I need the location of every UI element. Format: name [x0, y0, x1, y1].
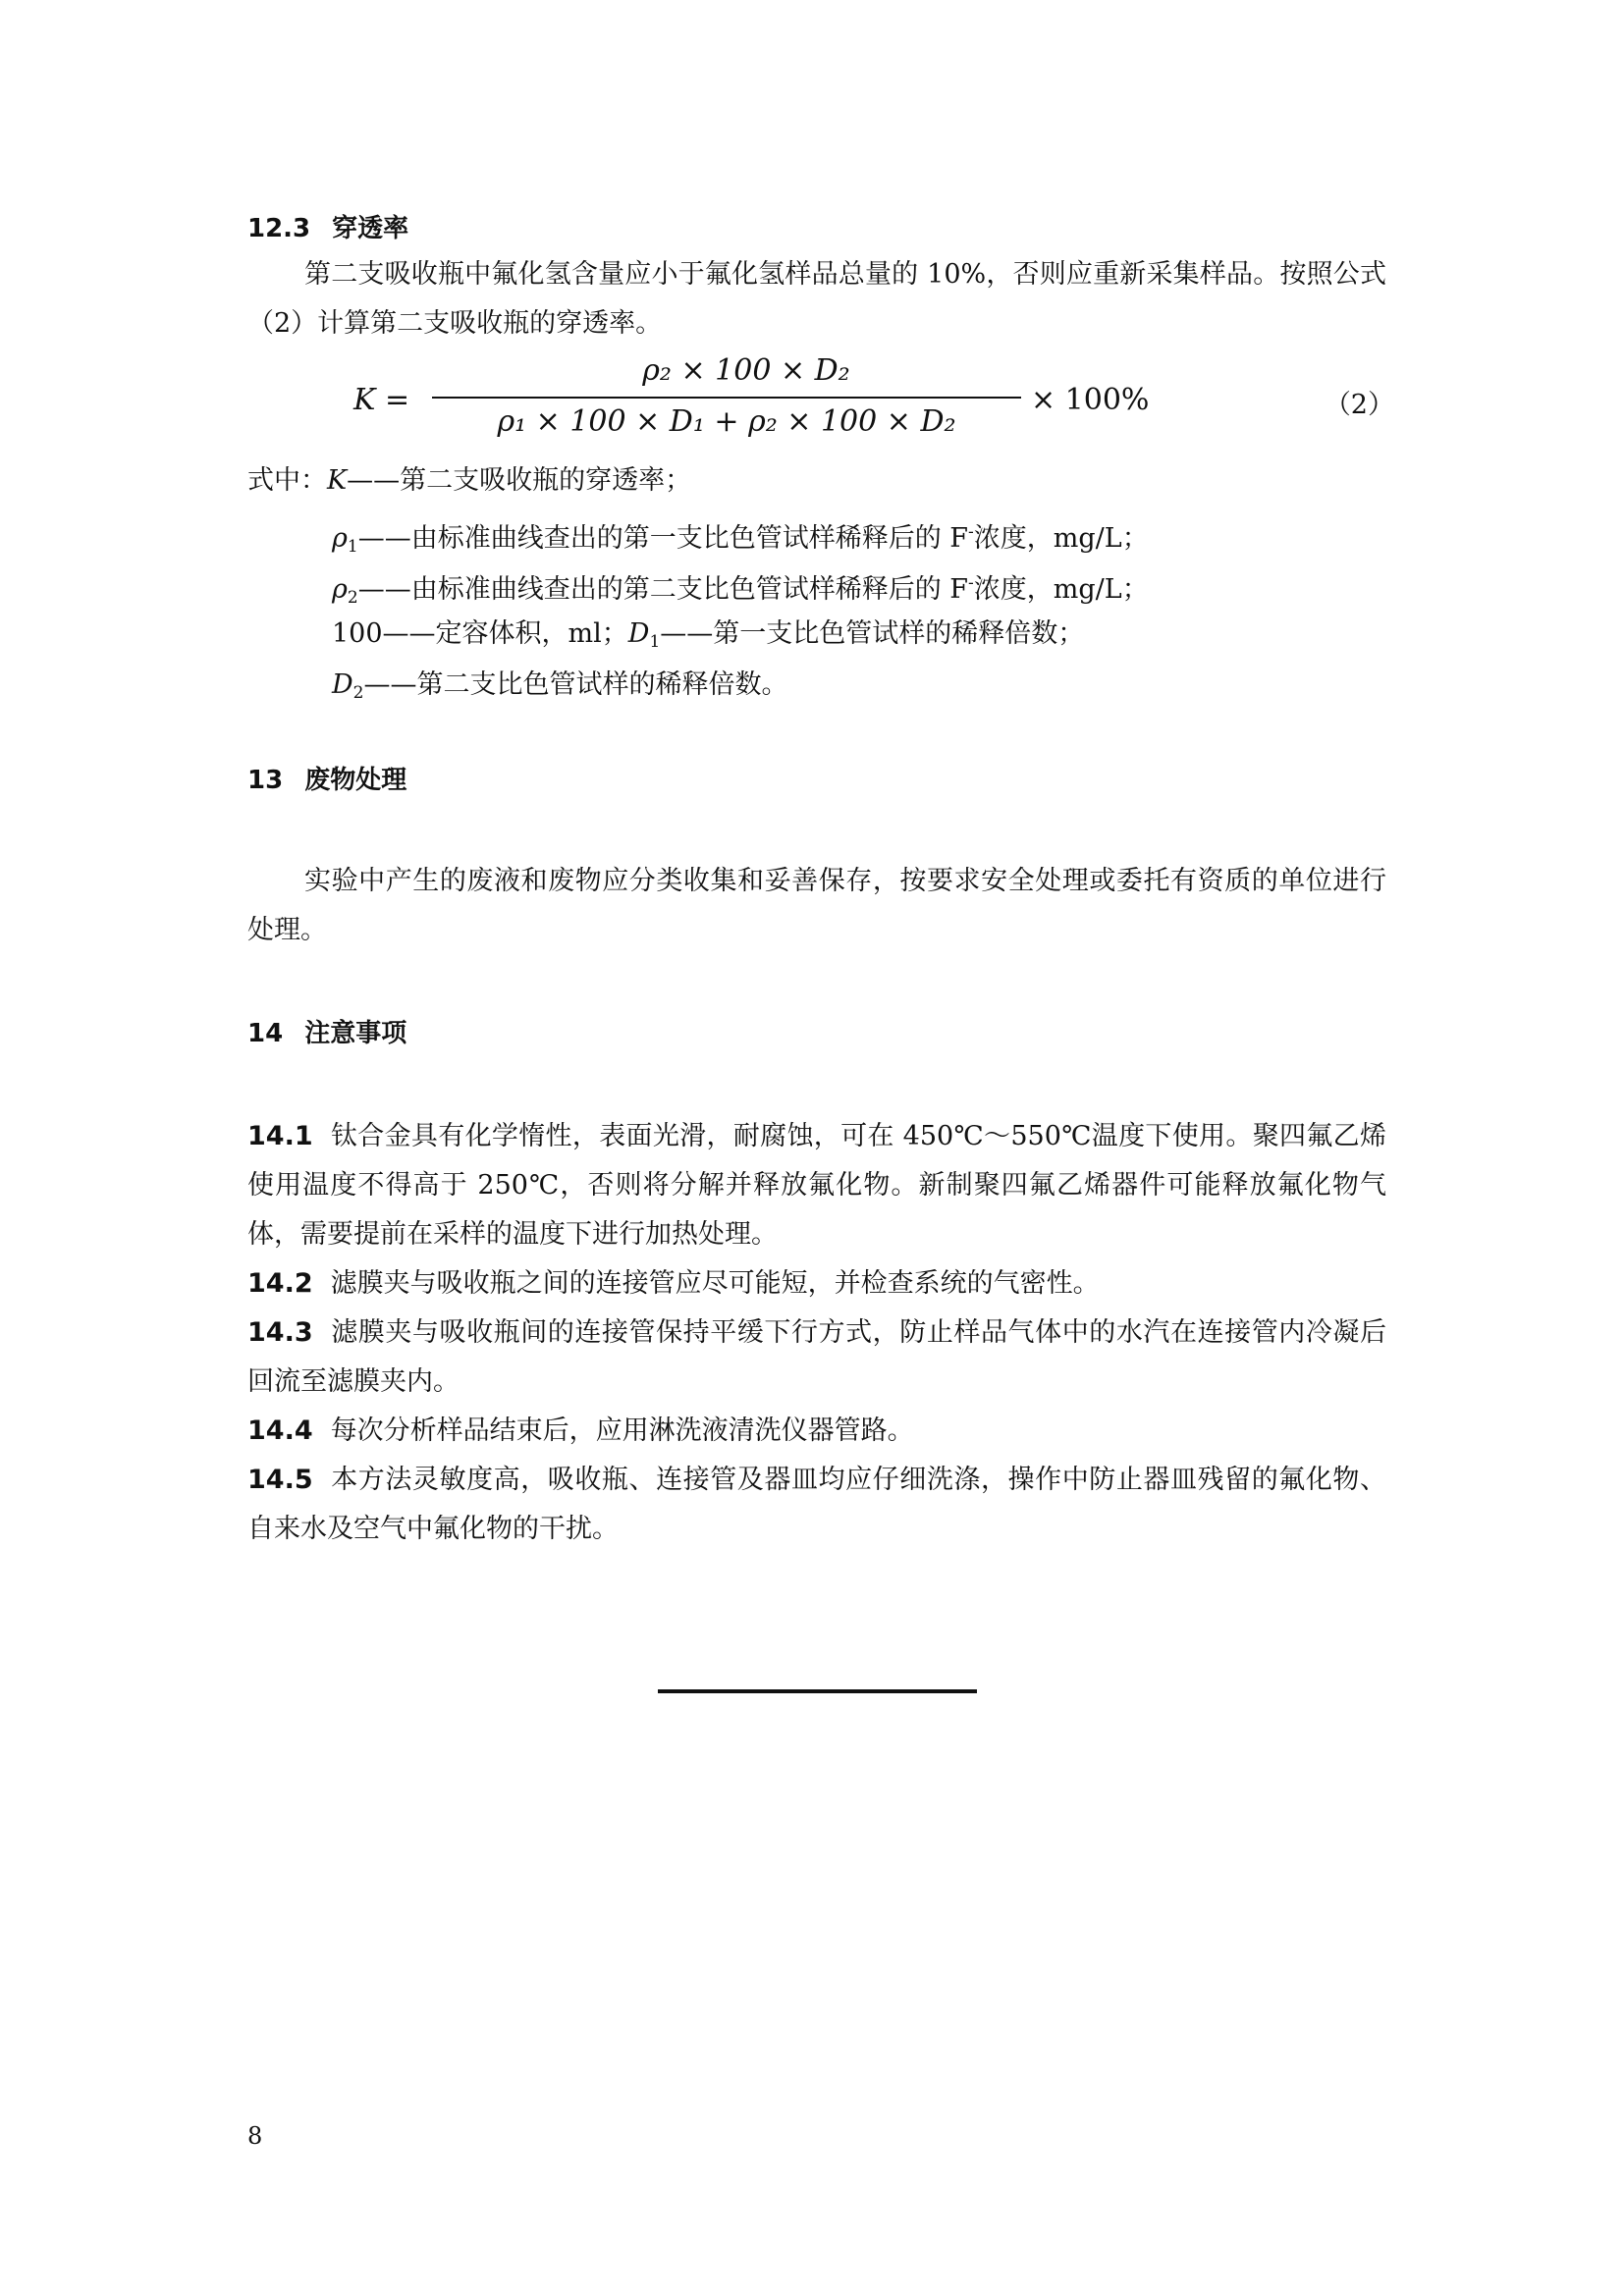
where-rho1	[332, 512, 1149, 566]
hundred-description: 100——定容体积，ml；	[332, 618, 628, 649]
where-k	[247, 461, 691, 501]
rho2-description-unit: 浓度，mg/L；	[973, 574, 1149, 605]
formula-denominator: ρ₁ × 100 × D₁ + ρ₂ × 100 × D₂	[497, 404, 956, 439]
symbol-d: D	[627, 618, 650, 649]
where-prefix: 式中：	[247, 465, 327, 496]
formula-2	[353, 353, 1394, 452]
rho1-description: ——由标准曲线查出的第一支比色管试样稀释后的 F	[357, 523, 969, 554]
paragraph-waste: 实验中产生的废液和废物应分类收集和妥善保存，按要求安全处理或委托有资质的单位进行处理。	[247, 866, 1386, 945]
item-14-1	[247, 1112, 1386, 1259]
formula-numerator: ρ₂ × 100 × D₂	[642, 353, 850, 388]
item-text: 每次分析样品结束后，应用淋洗液清洗仪器管路。	[330, 1415, 914, 1446]
paragraph-penetration: 第二支吸收瓶中氟化氢含量应小于氟化氢样品总量的 10%，否则应重新采集样品。按照公式（2）计算第二支吸收瓶的穿透率。	[247, 259, 1386, 339]
item-text: 本方法灵敏度高，吸收瓶、连接管及器皿均应仔细洗涤，操作中防止器皿残留的氟化物、自来水及空气中氟化物的干扰。	[247, 1465, 1386, 1544]
symbol-k: K	[327, 465, 348, 496]
rho1-description-unit: 浓度，mg/L；	[973, 523, 1149, 554]
item-14-2	[247, 1259, 1386, 1308]
formula-lhs: K =	[353, 383, 410, 417]
item-number: 14.2	[247, 1268, 313, 1299]
subscript: 2	[347, 588, 358, 608]
rho2-description: ——由标准曲线查出的第二支比色管试样稀释后的 F	[357, 574, 969, 605]
subscript: 2	[352, 683, 364, 703]
section-number: 13	[247, 766, 284, 795]
item-14-3	[247, 1308, 1386, 1407]
item-text: 滤膜夹与吸收瓶间的连接管保持平缓下行方式，防止样品气体中的水汽在连接管内冷凝后回流至滤膜夹内。	[247, 1317, 1386, 1397]
item-number: 14.4	[247, 1415, 313, 1446]
d1-description: ——第一支比色管试样的稀释倍数；	[660, 618, 1085, 649]
where-100-d1	[332, 614, 1084, 662]
section-heading-13	[247, 764, 406, 797]
subscript: 1	[649, 632, 661, 652]
superscript: -	[968, 522, 974, 542]
fraction-bar	[432, 397, 1021, 399]
item-number: 14.1	[247, 1121, 313, 1151]
section-title: 废物处理	[304, 766, 407, 795]
item-14-5	[247, 1456, 1386, 1554]
subscript: 1	[347, 537, 358, 557]
item-text: 钛合金具有化学惰性，表面光滑，耐腐蚀，可在 450℃～550℃温度下使用。聚四氟乙烯使用温度不得高于 250℃，否则将分解并释放氟化物。新制聚四氟乙烯器件可能释放氟化物气体，需要提前在采样的温度下进行加热处理。	[247, 1121, 1386, 1250]
section-number: 12.3	[247, 214, 311, 243]
section-title: 注意事项	[304, 1019, 407, 1048]
item-number: 14.5	[247, 1465, 313, 1495]
item-text: 滤膜夹与吸收瓶之间的连接管应尽可能短，并检查系统的气密性。	[330, 1268, 1100, 1299]
where-d2	[332, 666, 787, 713]
symbol-d: D	[332, 669, 353, 700]
where-rho2	[332, 563, 1149, 617]
end-rule	[658, 1689, 977, 1693]
item-number: 14.3	[247, 1317, 313, 1348]
equation-number: （2）	[1324, 390, 1394, 420]
k-description: ——第二支吸收瓶的穿透率；	[347, 465, 692, 496]
item-14-4	[247, 1407, 1386, 1456]
section-title: 穿透率	[332, 214, 409, 243]
superscript: -	[968, 573, 974, 593]
d2-description: ——第二支比色管试样的稀释倍数。	[363, 669, 788, 700]
page-number: 8	[247, 2122, 263, 2150]
formula-tail: × 100%	[1031, 383, 1150, 417]
symbol-rho: ρ	[332, 523, 348, 554]
section-number: 14	[247, 1019, 284, 1048]
symbol-rho: ρ	[332, 574, 348, 605]
section-heading-12-3	[247, 212, 408, 245]
section-heading-14	[247, 1017, 406, 1050]
